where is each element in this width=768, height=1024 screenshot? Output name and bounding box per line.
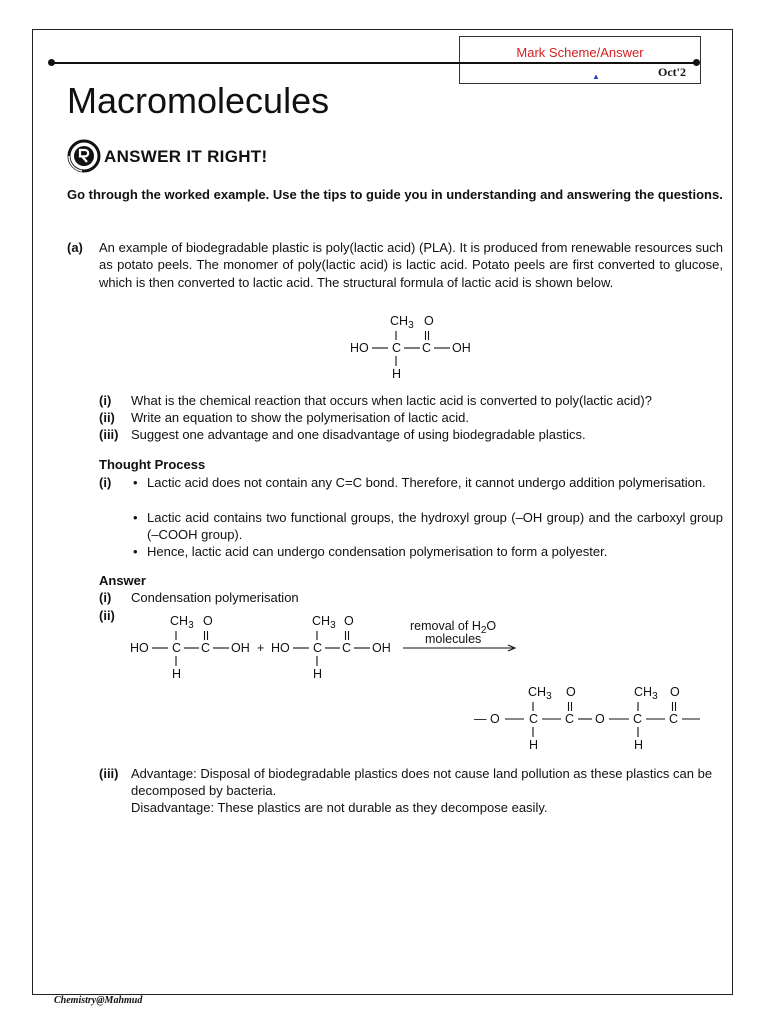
- polyester-structure: [470, 683, 710, 753]
- hydrogen-label: H: [172, 667, 182, 681]
- ch3-label: $CH_3$: [634, 685, 658, 702]
- thought-process-heading: Thought Process: [99, 457, 206, 472]
- oxygen-label: O: [424, 314, 434, 328]
- hydrogen-label: H: [392, 367, 402, 381]
- bond-dash: —: [474, 712, 487, 726]
- ch3-label: $CH_3$: [528, 685, 552, 702]
- ho-label: HO: [130, 641, 149, 655]
- oxygen-label: O: [490, 712, 500, 726]
- question-label: (a): [67, 240, 83, 255]
- plus-sign: +: [257, 641, 265, 655]
- mark-scheme-box: [459, 36, 701, 84]
- carbon-label: C: [565, 712, 575, 726]
- question-text: An example of biodegradable plastic is poly(lactic acid) (PLA). It is produced from renewable resources such as potato peels. The monomer of poly(lactic acid) is lactic acid. Potato peels are first converted to glucose, which is then converted to lactic acid. The structural formula of lactic acid is shown below.: [99, 240, 723, 290]
- part-text: Suggest one advantage and one disadvantage of using biodegradable plastics.: [131, 427, 586, 442]
- answer-it-right-banner: [67, 138, 267, 174]
- oxygen-label: O: [670, 685, 680, 699]
- r-badge-icon: [67, 139, 101, 173]
- hydrogen-label: H: [313, 667, 323, 681]
- answer-i-label: (i): [99, 590, 112, 605]
- answer-it-right-text: ANSWER IT RIGHT!: [104, 147, 268, 166]
- carbon-label: C: [201, 641, 211, 655]
- arrow-label: removal of $H_2O$: [410, 619, 497, 636]
- carbon-label: C: [313, 641, 323, 655]
- oh-label: OH: [372, 641, 391, 655]
- reaction-equation: [120, 612, 520, 682]
- part-label: (iii): [99, 427, 119, 442]
- oh-label: OH: [452, 341, 471, 355]
- ho-label: HO: [350, 341, 369, 355]
- carbon-label: C: [669, 712, 679, 726]
- oxygen-label: O: [203, 614, 213, 628]
- answer-advantage: Advantage: Disposal of biodegradable plastics does not cause land pollution as these plastics can be decomposed by bacteria.: [131, 766, 713, 799]
- oxygen-label: O: [566, 685, 576, 699]
- answer-disadvantage: Disadvantage: These plastics are not durable as they decompose easily.: [131, 800, 548, 815]
- thought-process-label: (i): [99, 475, 112, 490]
- ho-label: HO: [271, 641, 290, 655]
- oxygen-label: O: [344, 614, 354, 628]
- ch3-label: $CH_3$: [170, 614, 194, 631]
- part-label: (ii): [99, 410, 115, 425]
- part-label: (i): [99, 393, 112, 408]
- carbon-label: C: [529, 712, 539, 726]
- hydrogen-label: H: [529, 738, 539, 752]
- page-title: Macromolecules: [67, 80, 330, 121]
- carbon-label: C: [342, 641, 352, 655]
- rule-end-dot: [693, 59, 700, 66]
- thought-bullet: • Lactic acid contains two functional groups, the hydroxyl group (–OH group) and the carboxyl group (–COOH group).: [133, 510, 723, 543]
- carbon-label: C: [422, 341, 432, 355]
- arrow-label-2: molecules: [425, 632, 482, 646]
- answer-heading: Answer: [99, 573, 146, 588]
- part-text: Write an equation to show the polymerisation of lactic acid.: [131, 410, 469, 425]
- thought-bullet: • Lactic acid does not contain any C=C bond. Therefore, it cannot undergo addition polymerisation.: [133, 475, 706, 490]
- header-rule: [50, 62, 698, 64]
- carbon-label: C: [172, 641, 182, 655]
- rule-end-dot: [48, 59, 55, 66]
- mark-scheme-label: Mark Scheme/Answer: [516, 45, 644, 60]
- answer-i-text: Condensation polymerisation: [131, 590, 299, 605]
- answer-iii-label: (iii): [99, 766, 119, 781]
- oxygen-label: O: [595, 712, 605, 726]
- instructions: Go through the worked example. Use the tips to guide you in understanding and answering the questions.: [67, 187, 723, 202]
- hydrogen-label: H: [634, 738, 644, 752]
- carbon-label: C: [392, 341, 402, 355]
- footer-signature: Chemistry@Mahmud: [54, 995, 143, 1006]
- thought-bullet: • Hence, lactic acid can undergo condensation polymerisation to form a polyester.: [133, 544, 608, 559]
- date-label: Oct'2: [658, 65, 686, 79]
- lactic-acid-structure: [340, 312, 480, 382]
- answer-ii-label: (ii): [99, 608, 115, 623]
- oh-label: OH: [231, 641, 250, 655]
- ch3-label: $CH_3$: [312, 614, 336, 631]
- part-text: What is the chemical reaction that occurs when lactic acid is converted to poly(lactic acid)?: [131, 393, 652, 408]
- cursor-mark-icon: ▲: [592, 72, 600, 81]
- ch3-label: $CH_3$: [390, 314, 414, 331]
- carbon-label: C: [633, 712, 643, 726]
